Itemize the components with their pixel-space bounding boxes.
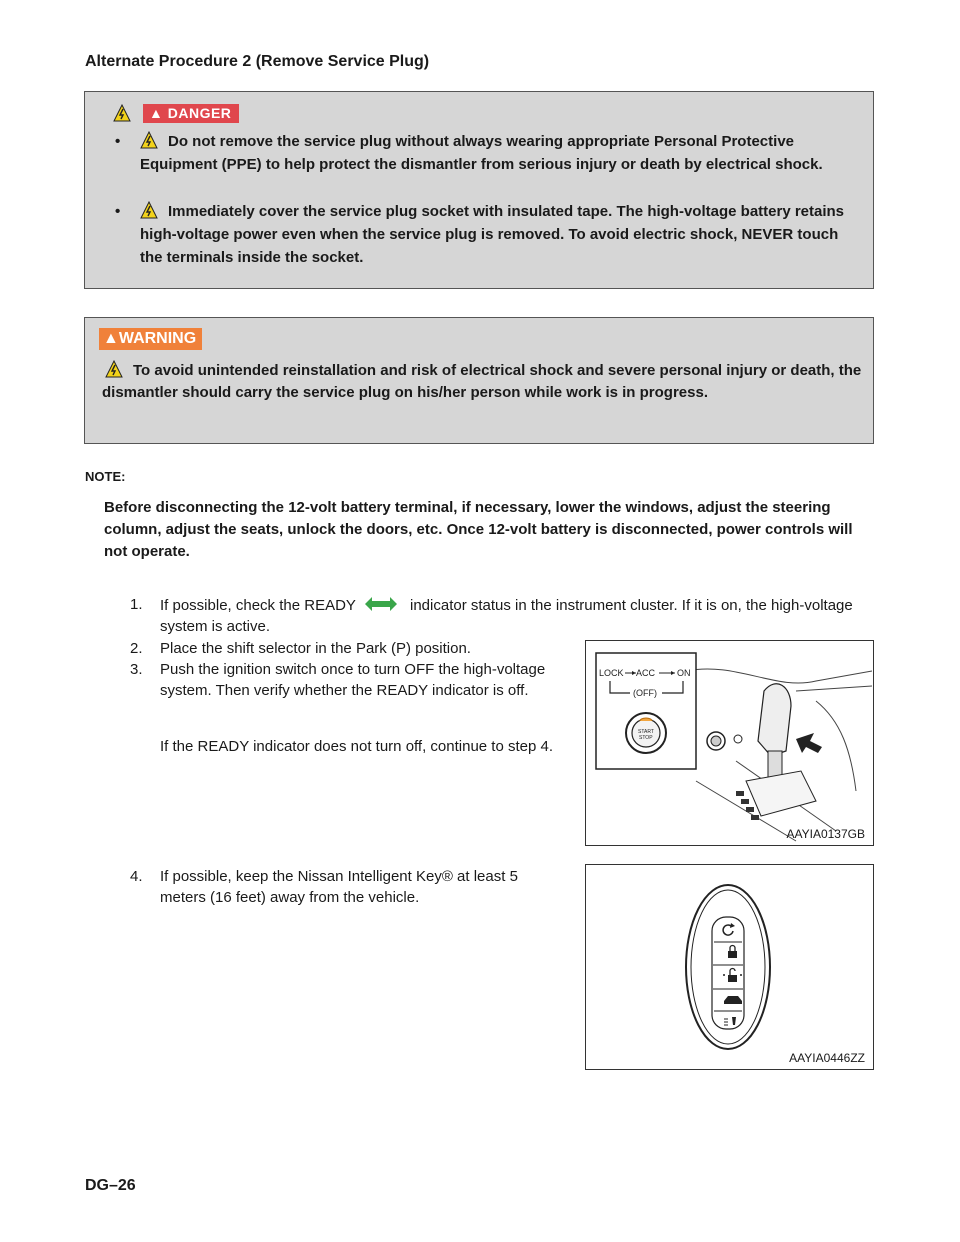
- high-voltage-icon: [113, 104, 131, 122]
- acc-label: ACC: [636, 668, 656, 678]
- figure-caption: AAYIA0446ZZ: [789, 1051, 865, 1065]
- on-label: ON: [677, 668, 691, 678]
- danger-label: ▲ DANGER: [143, 104, 239, 123]
- start-label: START: [638, 729, 654, 735]
- step-2: 2. Place the shift selector in the Park (P) position.: [130, 640, 471, 657]
- note-text: Before disconnecting the 12-volt battery terminal, if necessary, lower the windows, adjust the steering column, adjust the seats, unlock the doors, etc. Once 12-volt battery is disconnected, power controls will not operate.: [104, 499, 853, 560]
- step-4: 4. If possible, keep the Nissan Intelligent Key® at least 5 meters (16 feet) away from the vehicle.: [130, 868, 518, 906]
- step-1: 1. If possible, check the READY indicator status in the instrument cluster. If it is on, the high-voltage system is active.: [130, 596, 853, 635]
- ignition-switch-figure: [585, 640, 874, 846]
- warning-box: [84, 317, 874, 444]
- warning-label: ▲WARNING: [99, 328, 202, 350]
- page-title: Alternate Procedure 2 (Remove Service Plug): [85, 53, 430, 70]
- high-voltage-icon: [140, 131, 158, 149]
- warning-text: To avoid unintended reinstallation and risk of electrical shock and severe personal injury or death, the dismantler should carry the service plug on his/her person while work is in progress.: [102, 362, 862, 401]
- danger-item: • Immediately cover the service plug socket with insulated tape. The high-voltage battery retains high-voltage power even when the service plug is removed. To avoid electric shock, NEVER touch the terminals inside the socket.: [115, 203, 845, 266]
- high-voltage-icon: [105, 360, 123, 378]
- figure-caption: AAYIA0137GB: [786, 827, 865, 841]
- step-3-followup: If the READY indicator does not turn off, continue to step 4.: [160, 738, 554, 755]
- stop-label: STOP: [639, 735, 653, 741]
- ready-indicator-icon: [362, 594, 400, 614]
- high-voltage-icon: [140, 201, 158, 219]
- page-number: DG–26: [85, 1177, 136, 1194]
- warning-triangle-icon: ▲: [149, 105, 164, 121]
- off-label: (OFF): [633, 688, 657, 698]
- danger-item: • Do not remove the service plug without always wearing appropriate Personal Protective Equipment (PPE) to help protect the dismantler from serious injury or death by electrical shock.: [115, 133, 823, 173]
- intelligent-key-figure: [585, 864, 874, 1070]
- note-heading: NOTE:: [85, 469, 126, 484]
- lock-label: LOCK: [599, 668, 624, 678]
- warning-triangle-icon: ▲: [103, 330, 119, 347]
- danger-box: [84, 91, 874, 289]
- step-3: 3. Push the ignition switch once to turn OFF the high-voltage system. Then verify whether the READY indicator is off.: [130, 661, 546, 699]
